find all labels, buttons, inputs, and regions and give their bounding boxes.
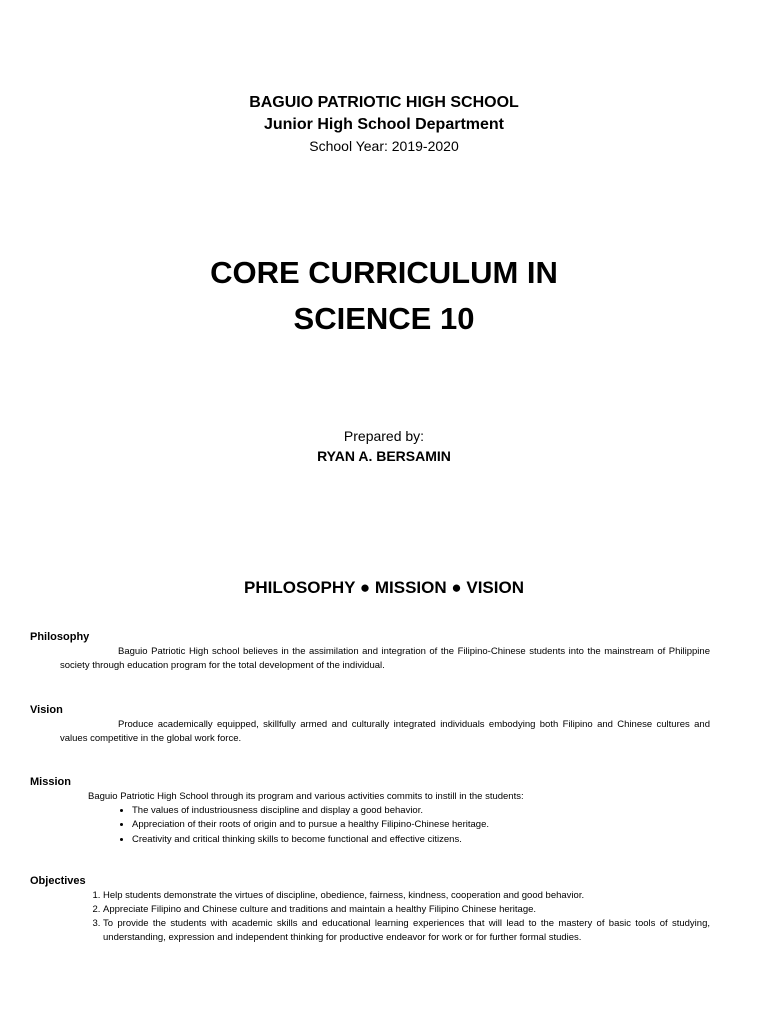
philosophy-section [30, 630, 710, 672]
list-item: 3. To provide the students with academic skills and educational learning experiences that will lead to the mastery of basic tools of studying, understanding, expression and independent thinking for productive endeavor for work or for further formal studies. [103, 917, 710, 945]
list-item: • Creativity and critical thinking skills to become functional and effective citizens. [132, 833, 710, 848]
vision-section [30, 703, 710, 745]
prepared-by-block [0, 426, 768, 466]
document-title [0, 250, 768, 342]
list-item: • The values of industriousness discipline and display a good behavior. [132, 804, 710, 819]
prepared-by-label: Prepared by: [343, 428, 425, 444]
department-name: Junior High School Department [263, 116, 504, 133]
philosophy-text: Baguio Patriotic High school believes in the assimilation and integration of the Filipino-Chinese students into the mainstream of Philippine society through education program for the total development of the individual. [60, 646, 710, 671]
objectives-section [30, 874, 710, 945]
mission-heading: Mission [30, 776, 71, 788]
vision-heading: Vision [30, 704, 63, 716]
pmv-heading: PHILOSOPHY ● MISSION ● VISION [244, 578, 524, 597]
school-year: School Year: 2019-2020 [309, 138, 459, 154]
vision-text: Produce academically equipped, skillfully armed and culturally integrated individuals embodying both Filipino and Chinese cultures and values competitive in the global work force. [60, 719, 710, 744]
mission-list [30, 804, 710, 848]
list-item: 2. Appreciate Filipino and Chinese culture and traditions and maintain a healthy Filipino Chinese heritage. [103, 903, 710, 917]
objectives-list [30, 889, 710, 945]
philosophy-heading: Philosophy [30, 631, 90, 643]
objectives-heading: Objectives [30, 875, 86, 887]
list-item: • Appreciation of their roots of origin and to pursue a healthy Filipino-Chinese heritage. [132, 818, 710, 833]
title-line-1: CORE CURRICULUM IN [210, 255, 558, 290]
school-header [0, 92, 768, 156]
mission-section [30, 775, 710, 847]
list-item: 1. Help students demonstrate the virtues of discipline, obedience, fairness, kindness, cooperation and good behavior. [103, 889, 710, 903]
school-name: BAGUIO PATRIOTIC HIGH SCHOOL [249, 94, 519, 111]
mission-intro: Baguio Patriotic High School through its program and various activities commits to instill in the students: [88, 791, 524, 802]
author-name: RYAN A. BERSAMIN [317, 448, 451, 464]
title-line-2: SCIENCE 10 [293, 301, 475, 336]
